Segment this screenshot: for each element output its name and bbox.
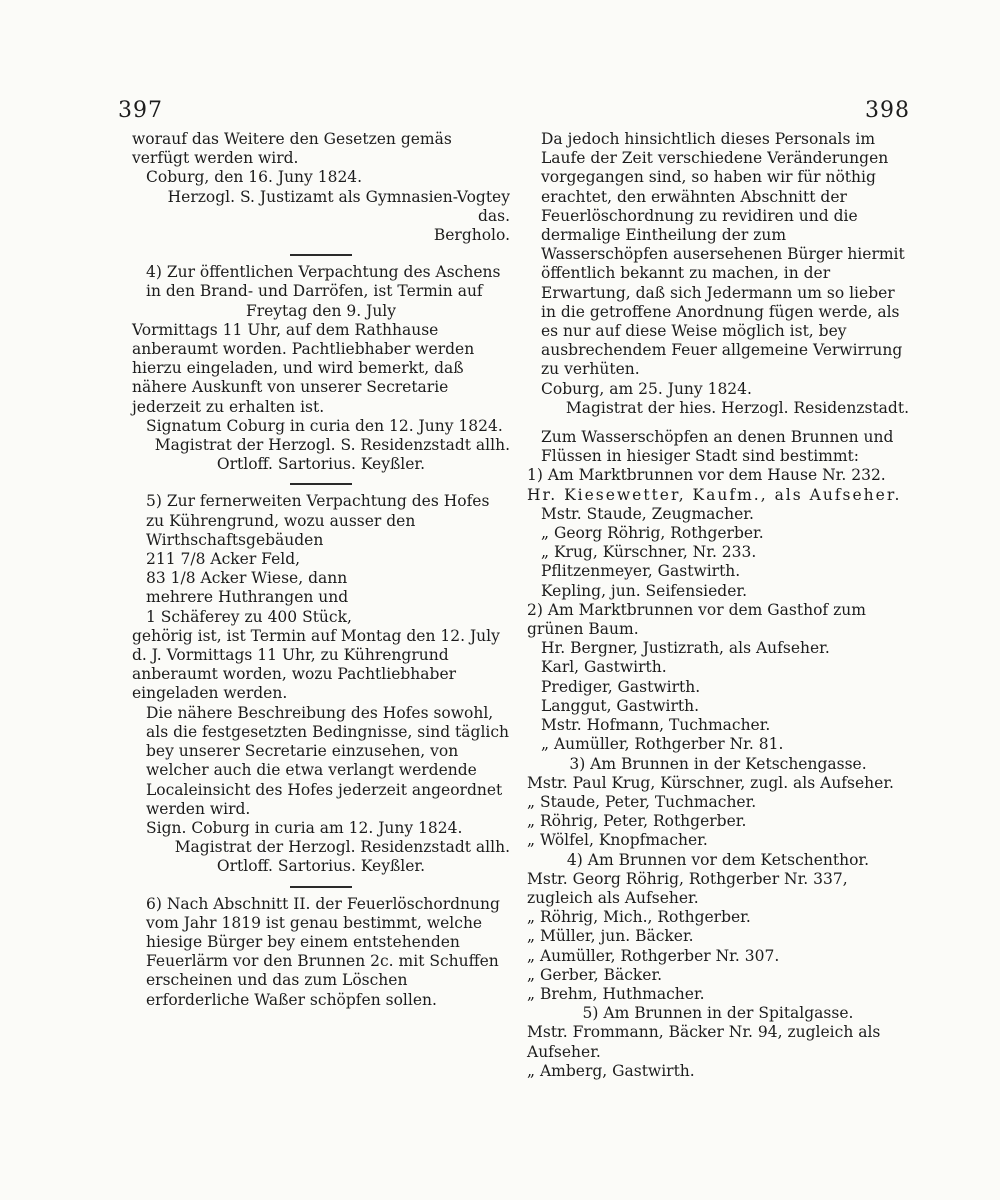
text-paragraph: Vormittags 11 Uhr, auf dem Rathhause anberaumt worden. Pachtliebhaber werden hierzu eingeladen, und wird bemerkt, daß nähere Auskunft von unserer Secretarie jederzeit zu erhalten ist. — [132, 320, 475, 416]
text-paragraph: Hr. Kiesewetter, Kaufm., als Aufseher. — [527, 485, 902, 504]
separator-rule — [132, 245, 510, 263]
text-paragraph: gehörig ist, ist Termin auf Montag den 12. July d. J. Vormittags 11 Uhr, zu Kührengrund anberaumt worden, wozu Pachtliebhaber eingeladen werden. — [132, 626, 500, 703]
page-number-left: 397 — [118, 98, 163, 123]
spacer — [527, 418, 909, 428]
text-paragraph: Mstr. Frommann, Bäcker Nr. 94, zugleich als Aufseher. „ Amberg, Gastwirth. — [527, 1023, 881, 1080]
page-number-right: 398 — [865, 98, 910, 123]
text-paragraph: Coburg, am 25. Juny 1824. — [541, 379, 752, 398]
text-paragraph: 4) Zur öffentlichen Verpachtung des Aschens in den Brand- und Darröfen, ist Termin auf — [146, 263, 501, 301]
separator-rule — [132, 877, 510, 895]
text-paragraph: worauf das Weitere den Gesetzen gemäs verfügt werden wird. — [132, 130, 452, 168]
right-column — [527, 130, 909, 1081]
text-paragraph: 3) Am Brunnen in der Ketschengasse. — [569, 754, 867, 773]
text-paragraph: Mstr. Paul Krug, Kürschner, zugl. als Aufseher. „ Staude, Peter, Tuchmacher. „ Röhrig, Peter, Rothgerber. „ Wölfel, Knopfmacher. — [527, 773, 894, 850]
text-paragraph: Hr. Bergner, Justizrath, als Aufseher. Karl, Gastwirth. Prediger, Gastwirth. Langgut, Gastwirth. Mstr. Hofmann, Tuchmacher. „ Aumüller, Rothgerber Nr. 81. — [541, 639, 830, 754]
text-paragraph: Magistrat der Herzogl. Residenzstadt allh. — [174, 838, 510, 857]
text-paragraph: Magistrat der Herzogl. S. Residenzstadt allh. — [154, 436, 510, 455]
text-paragraph: Coburg, den 16. Juny 1824. — [146, 168, 363, 187]
text-paragraph: Zum Wasserschöpfen an denen Brunnen und Flüssen in hiesiger Stadt sind bestimmt: — [541, 428, 894, 466]
text-paragraph: Sign. Coburg in curia am 12. Juny 1824. — [146, 818, 463, 837]
text-paragraph: Mstr. Georg Röhrig, Rothgerber Nr. 337, zugleich als Aufseher. „ Röhrig, Mich., Rothgerber. „ Müller, jun. Bäcker. „ Aumüller, Rothgerber Nr. 307. „ Gerber, Bäcker. „ Brehm, Huthmacher. — [527, 869, 848, 1003]
text-paragraph: Ortloff. Sartorius. Keyßler. — [216, 857, 426, 876]
text-paragraph: 4) Am Brunnen vor dem Ketschenthor. — [566, 850, 870, 869]
text-paragraph: Herzogl. S. Justizamt als Gymnasien-Vogtey das. — [167, 187, 510, 225]
text-paragraph: Da jedoch hinsichtlich dieses Personals im Laufe der Zeit verschiedene Veränderungen vorgegangen sind, so haben wir für nöthig erachtet, den erwähnten Abschnitt der Feuerlöschordnung zu revidiren und die dermalige Eintheilung der zum Wasserschöpfen ausersehenen Bürger hiermit öffentlich bekannt zu machen, in der Erwartung, daß sich Jedermann um so lieber in die getroffene Anordnung fügen werde, als es nur auf diese Weise möglich ist, bey ausbrechendem Feuer allgemeine Verwirrung zu verhüten. — [541, 130, 905, 379]
separator-rule — [132, 474, 510, 492]
text-paragraph: 2) Am Marktbrunnen vor dem Gasthof zum grünen Baum. — [527, 600, 866, 639]
text-paragraph: Ortloff. Sartorius. Keyßler. — [216, 455, 426, 474]
left-column — [132, 130, 510, 1010]
text-paragraph: Signatum Coburg in curia den 12. Juny 1824. — [146, 416, 503, 435]
text-paragraph: Magistrat der hies. Herzogl. Residenzstadt. — [565, 398, 909, 417]
text-paragraph: 6) Nach Abschnitt II. der Feuerlöschordnung vom Jahr 1819 ist genau bestimmt, welche hiesige Bürger bey einem entstehenden Feuerlärm vor den Brunnen 2c. mit Schuffen erscheinen und das zum Löschen erforderliche Waßer schöpfen sollen. — [146, 894, 500, 1009]
text-paragraph: Freytag den 9. July — [245, 301, 397, 320]
text-paragraph: 5) Am Brunnen in der Spitalgasse. — [582, 1004, 854, 1023]
text-paragraph: Die nähere Beschreibung des Hofes sowohl, als die festgesetzten Bedingnisse, sind täglich bey unserer Secretarie einzusehen, von welcher auch die etwa verlangt werdende Localeinsicht des Hofes jederzeit angeordnet werden wird. — [146, 703, 510, 818]
text-paragraph: Mstr. Staude, Zeugmacher. „ Georg Röhrig, Rothgerber. „ Krug, Kürschner, Nr. 233. Pflitzenmeyer, Gastwirth. Kepling, jun. Seifensieder. — [541, 504, 764, 600]
text-paragraph: Bergholo. — [433, 226, 510, 245]
text-paragraph: 1) Am Marktbrunnen vor dem Hause Nr. 232. — [527, 466, 886, 485]
text-paragraph: 5) Zur fernerweiten Verpachtung des Hofes zu Kührengrund, wozu ausser den Wirthschaftsgebäuden — [146, 492, 490, 549]
text-paragraph: 211 7/8 Acker Feld, 83 1/8 Acker Wiese, dann mehrere Huthrangen und 1 Schäferey zu 400 Stück, — [146, 550, 352, 626]
